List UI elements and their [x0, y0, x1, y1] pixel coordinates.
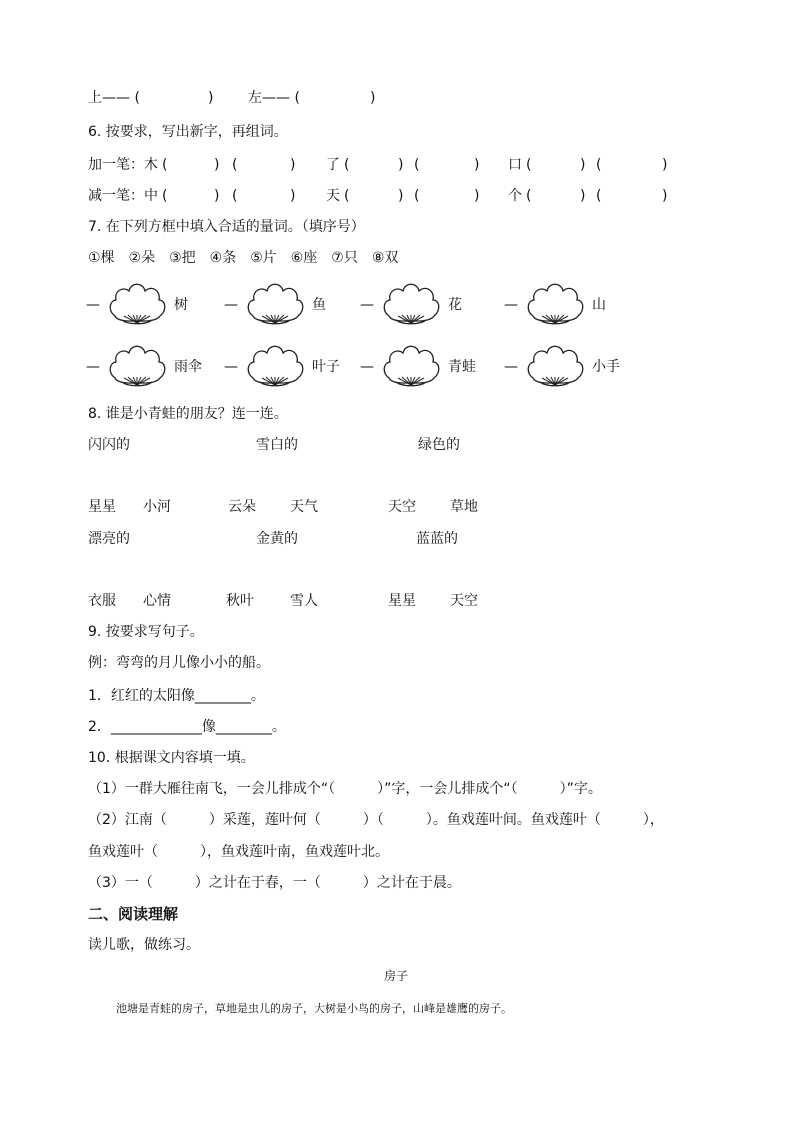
- q5-left-prompt: 左—— (: [248, 90, 300, 106]
- q9-line1[interactable]: 1．红红的太阳像________。: [88, 688, 265, 704]
- q8-noun[interactable]: 天空: [388, 499, 416, 515]
- q9-line2[interactable]: 2．_____________像________。: [88, 719, 286, 735]
- q6-bracket-close: ): [662, 188, 668, 204]
- q8-adjective[interactable]: 绿色的: [418, 437, 460, 453]
- shell-answer-box[interactable]: [106, 340, 168, 392]
- q7-noun: 树: [174, 297, 188, 313]
- q6-row1-label: 加一笔：: [88, 157, 144, 173]
- q8-title: 8. 谁是小青蛙的朋友？连一连。: [88, 406, 288, 422]
- q7-dash: —: [86, 359, 100, 375]
- q8-noun[interactable]: 衣服: [88, 593, 116, 609]
- q6-bracket-close: ): [398, 188, 404, 204]
- q6-row2-char: 天: [326, 188, 340, 204]
- q6-bracket-open: (: [344, 157, 350, 173]
- q10-line4[interactable]: （3）一（ ）之计在于春，一（ ）之计在于晨。: [88, 875, 461, 891]
- q6-bracket-open: (: [232, 157, 238, 173]
- q8-adjective[interactable]: 闪闪的: [88, 437, 130, 453]
- q7-options: ①棵 ②朵 ③把 ④条 ⑤片 ⑥座 ⑦只 ⑧双: [88, 250, 399, 266]
- q6-bracket-open: (: [414, 157, 420, 173]
- q8-noun[interactable]: 天气: [290, 499, 318, 515]
- q7-noun: 鱼: [312, 297, 326, 313]
- q7-dash: —: [224, 297, 238, 313]
- q7-noun: 叶子: [312, 359, 340, 375]
- shell-answer-box[interactable]: [524, 340, 586, 392]
- shell-answer-box[interactable]: [244, 340, 306, 392]
- q6-bracket-close: ): [290, 157, 296, 173]
- section-heading: 二、阅读理解: [88, 905, 179, 923]
- q5-top-close: ): [208, 90, 214, 106]
- q10-title: 10. 根据课文内容填一填。: [88, 750, 255, 766]
- q6-row2-char: 个: [508, 188, 522, 204]
- q8-noun[interactable]: 心情: [143, 593, 171, 609]
- q7-noun: 雨伞: [174, 359, 202, 375]
- q8-noun[interactable]: 星星: [88, 499, 116, 515]
- q9-example: 例：弯弯的月儿像小小的船。: [88, 655, 270, 671]
- q6-bracket-close: ): [474, 188, 480, 204]
- q6-bracket-close: ): [580, 188, 586, 204]
- q6-bracket-open: (: [344, 188, 350, 204]
- q7-dash: —: [224, 359, 238, 375]
- q6-bracket-close: ): [214, 157, 220, 173]
- q8-noun[interactable]: 云朵: [228, 499, 256, 515]
- q8-noun[interactable]: 草地: [450, 499, 478, 515]
- q10-line1[interactable]: （1）一群大雁往南飞，一会儿排成个“（ ）”字，一会儿排成个“（ ）”字。: [88, 781, 602, 797]
- q8-adjective[interactable]: 漂亮的: [88, 531, 130, 547]
- q6-bracket-open: (: [414, 188, 420, 204]
- q8-adjective[interactable]: 雪白的: [256, 437, 298, 453]
- q8-adjective[interactable]: 蓝蓝的: [416, 531, 458, 547]
- q6-bracket-open: (: [162, 188, 168, 204]
- q6-row1-char: 木: [144, 157, 158, 173]
- q7-dash: —: [504, 297, 518, 313]
- q7-dash: —: [360, 359, 374, 375]
- poem-title: 房子: [384, 969, 409, 983]
- q7-title: 7. 在下列方框中填入合适的量词。（填序号）: [88, 219, 365, 235]
- q6-bracket-close: ): [398, 157, 404, 173]
- q7-dash: —: [504, 359, 518, 375]
- q6-bracket-close: ): [214, 188, 220, 204]
- q6-row1-char: 口: [508, 157, 522, 173]
- q9-title: 9. 按要求写句子。: [88, 624, 204, 640]
- q6-bracket-open: (: [596, 188, 602, 204]
- q7-dash: —: [86, 297, 100, 313]
- q6-bracket-open: (: [596, 157, 602, 173]
- q6-bracket-close: ): [580, 157, 586, 173]
- q6-bracket-close: ): [662, 157, 668, 173]
- q7-dash: —: [360, 297, 374, 313]
- q8-noun[interactable]: 雪人: [290, 593, 318, 609]
- q6-row2-char: 中: [144, 188, 158, 204]
- reading-instruction: 读儿歌，做练习。: [88, 937, 200, 953]
- q5-left-close: ): [370, 90, 376, 106]
- q6-bracket-open: (: [162, 157, 168, 173]
- q6-bracket-close: ): [290, 188, 296, 204]
- q8-noun[interactable]: 秋叶: [226, 593, 254, 609]
- q6-bracket-open: (: [526, 188, 532, 204]
- q5-top-prompt: 上—— (: [88, 90, 140, 106]
- q8-noun[interactable]: 星星: [388, 593, 416, 609]
- poem-text: 池塘是青蛙的房子，草地是虫儿的房子，大树是小鸟的房子，山峰是雄鹰的房子。: [116, 1002, 512, 1015]
- q6-bracket-open: (: [232, 188, 238, 204]
- shell-answer-box[interactable]: [380, 278, 442, 330]
- q10-line2[interactable]: （2）江南（ ）采莲，莲叶何（ ）（ ）。鱼戏莲叶间。鱼戏莲叶（ ），: [88, 812, 664, 828]
- q7-noun: 山: [592, 297, 606, 313]
- q8-adjective[interactable]: 金黄的: [256, 531, 298, 547]
- q10-line3[interactable]: 鱼戏莲叶（ ），鱼戏莲叶南，鱼戏莲叶北。: [88, 844, 389, 860]
- q8-noun[interactable]: 小河: [143, 499, 171, 515]
- q7-noun: 青蛙: [448, 359, 476, 375]
- q6-title: 6. 按要求，写出新字，再组词。: [88, 124, 288, 140]
- q6-row1-char: 了: [326, 157, 340, 173]
- q7-noun: 小手: [592, 359, 620, 375]
- shell-answer-box[interactable]: [524, 278, 586, 330]
- shell-answer-box[interactable]: [106, 278, 168, 330]
- q7-noun: 花: [448, 297, 462, 313]
- q8-noun[interactable]: 天空: [450, 593, 478, 609]
- q6-row2-label: 减一笔：: [88, 188, 144, 204]
- shell-answer-box[interactable]: [244, 278, 306, 330]
- q6-bracket-open: (: [526, 157, 532, 173]
- shell-answer-box[interactable]: [380, 340, 442, 392]
- q6-bracket-close: ): [474, 157, 480, 173]
